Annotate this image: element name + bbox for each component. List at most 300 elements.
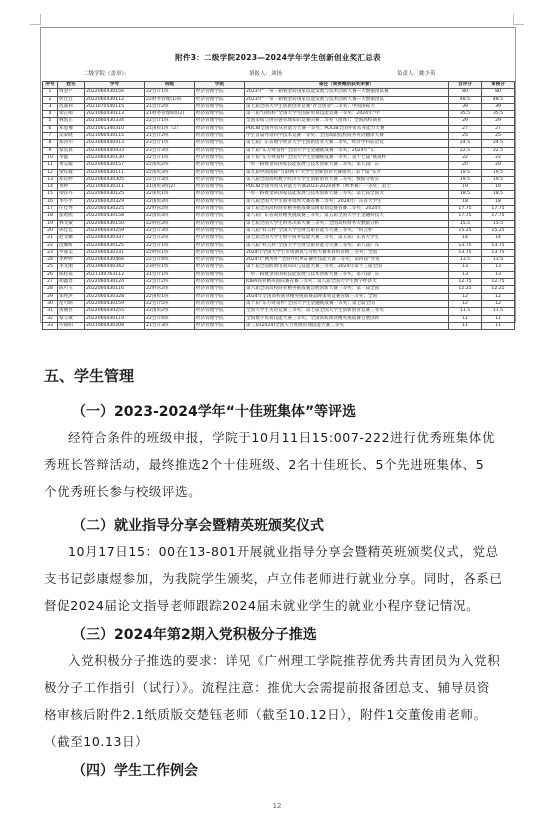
table-cell: 80 (449, 89, 482, 96)
table-row (43, 96, 515, 103)
table-cell: 经济管理学院 (195, 242, 245, 249)
paragraph-line: 个优秀班长参与校级评选。 (44, 484, 202, 499)
table-cell: 梁钰璇 (58, 169, 85, 176)
table-cell: 2021060430115 (85, 133, 145, 140)
table-cell: 11 (449, 315, 482, 322)
table-header-cell: 备注（简要概括获奖荣誉） (245, 82, 449, 89)
table-cell: 30 (43, 300, 58, 307)
table-cell: 29 (43, 293, 58, 300)
table-cell: 经济管理学院 (195, 220, 245, 227)
table-cell: 23会计1班 (145, 140, 195, 147)
table-row (43, 162, 515, 169)
table-cell: 2022060430225 (85, 206, 145, 213)
table-cell: 经济管理学院 (195, 96, 245, 103)
table-cell: 邓思豫 (58, 125, 85, 132)
table-cell: 经济管理学院 (195, 213, 245, 220)
table-cell: 吴泰晓 (58, 133, 85, 140)
table-cell: 14 (43, 184, 58, 191)
table-cell: 2022060430158 (85, 213, 145, 220)
paragraph-line: 秀班长答辩活动，最终推选2个十佳班级、2名十佳班长、5个先进班集体、5 (44, 457, 485, 472)
table-cell: 经济管理学院 (195, 184, 245, 191)
table-cell: 39 (449, 103, 482, 110)
paragraph (44, 424, 514, 505)
table-cell: 经济管理学院 (195, 235, 245, 242)
table-cell: 经济管理学院 (195, 111, 245, 118)
table-cell: 19.5 (449, 169, 482, 176)
table-cell: 23 (43, 249, 58, 256)
table-cell: 第七届全国大学生数字商务技能大赛三等奖；第五届广东省大学生 (245, 235, 449, 242)
table-cell: 12.25 (449, 286, 482, 293)
table-cell: 13 (449, 264, 482, 271)
table-cell: 第九届中国国际“互联网+”大学生创新创业大赛银奖；第十届“东方 (245, 169, 449, 176)
table-cell: 经济管理学院 (195, 271, 245, 278)
table-cell: 48.5 (449, 96, 482, 103)
table-cell: 许锦阳 (58, 322, 85, 329)
table-cell: 2022060430159 (85, 300, 145, 307)
table-cell: 19.5 (449, 176, 482, 183)
table-cell: 2022060430130 (85, 154, 145, 161)
table-cell: 26 (43, 271, 58, 278)
table-cell: 李小平 (58, 198, 85, 205)
paragraph (44, 538, 514, 619)
table-cell: 全国采购与供应链管理知识竞赛决赛二等奖（团体）；全国高校商业 (245, 118, 449, 125)
table-cell: 13 (482, 264, 515, 271)
table-cell: IOBA商业精英国际赛省赛三等奖；第八届全国大学生数字经济大 (245, 279, 449, 286)
table-cell: 25 (43, 264, 58, 271)
table-cell: 赵文姗 (58, 235, 85, 242)
table-cell: 第十届全国高校商业精英挑战赛品牌策划竞赛省赛二等奖；2024年 (245, 206, 449, 213)
paragraph-line: 极分子工作指引（试行）》。流程注意：推优大会需提前报备团总支、辅导员资 (44, 680, 491, 695)
table-cell: 22.5 (482, 147, 515, 154)
table-cell: 13 (43, 176, 58, 183)
table-cell: 经济管理学院 (195, 264, 245, 271)
table-cell: 22会计5班 (145, 300, 195, 307)
table-row (43, 103, 515, 110)
table-header-cell: 学院 (195, 82, 245, 89)
table-cell: 李文丽 (58, 264, 85, 271)
table-cell: 13.75 (482, 242, 515, 249)
table-row (43, 227, 515, 234)
table-cell: 35.5 (482, 111, 515, 118)
table-row (43, 140, 515, 147)
table-cell: 经济管理学院 (195, 300, 245, 307)
table-cell: 22会计1班 (145, 118, 195, 125)
table-body (43, 89, 515, 330)
table-cell: 经济管理学院 (195, 162, 245, 169)
paragraph-line: 支书记彭康煜参加，为我院学生颁奖，卢立伟老师进行就业分享。同时，各系已 (44, 571, 503, 586)
table-cell: 17.75 (449, 213, 482, 220)
table-cell: 13.5 (449, 257, 482, 264)
table-cell: 48.5 (482, 96, 515, 103)
table-cell: 第八届全国高校数字经济大学生创新创业大赛二等奖；数据分析实 (245, 176, 449, 183)
table-cell: 12 (449, 300, 482, 307)
table-cell: 经济管理学院 (195, 140, 245, 147)
table-row (43, 198, 515, 205)
table-cell: 1 (43, 89, 58, 96)
table-cell: 13.75 (449, 242, 482, 249)
table-cell: 2021060430334 (85, 118, 145, 125)
table-cell: 22会计2班 (145, 279, 195, 286)
table-cell: 经济管理学院 (195, 315, 245, 322)
embedded-award-table-image (40, 27, 516, 328)
table-cell: 第八届“科云杯”全国大学生财会职业能力大赛三等奖；“科云杯 (245, 227, 449, 234)
table-header-cell: 审核分 (482, 82, 515, 89)
table-cell: 32 (43, 315, 58, 322)
table-cell: 22会计1班 (145, 242, 195, 249)
table-cell: 11 (449, 322, 482, 329)
table-cell: 学生首届外语科学技术竞赛一等奖；全国高职院校商务英语翻译大赛 (245, 133, 449, 140)
table-cell: 2021070540115 (85, 103, 145, 110)
table-cell: 经济管理学院 (195, 169, 245, 176)
table-cell: 第八届全国大学生商务谈判大赛省赛二等奖；2024年广东省大学生 (245, 198, 449, 205)
table-cell: 19 (482, 184, 515, 191)
table-cell: 19 (449, 184, 482, 191)
table-cell: 24.5 (482, 140, 515, 147)
table-cell: 2022060430255 (85, 308, 145, 315)
table-cell: 7 (43, 133, 58, 140)
table-cell: 15.5 (449, 220, 482, 227)
table-cell: 22.5 (449, 147, 482, 154)
award-table (42, 81, 515, 330)
leader-label: 负责人：姚少英 (397, 71, 436, 77)
table-cell: 12 (482, 293, 515, 300)
table-cell: 22会计3班 (145, 176, 195, 183)
table-cell: 梁钰丹 (58, 191, 85, 198)
table-cell: 22财管1班 (145, 249, 195, 256)
paragraph-line: 经符合条件的班级申报，学院于10月11日15:007-222进行优秀班集体优 (68, 430, 495, 445)
table-cell: 第八届“科云杯”全国大学生财会职业能力大赛三等奖；第八届广东 (245, 242, 449, 249)
table-cell: 冼嘉莉 (58, 103, 85, 110)
table-cell: 2021060430208 (85, 322, 145, 329)
subsection-heading: （四）学生工作例会 (72, 763, 198, 779)
table-cell: 27 (482, 125, 515, 132)
paragraph-line: 10月17日15：00在13-801开展就业指导分享会暨精英班颁奖仪式，党总 (68, 544, 499, 559)
table-cell: 15.25 (449, 227, 482, 234)
table-cell: 第一届“国贸杯”全国大学生国际贸易技能竞赛一等奖；2024年“中 (245, 111, 449, 118)
table-cell: 2023年“一带一路暨金砖国家技能发展与技术创新大赛—大数据团队 (245, 96, 449, 103)
table-header-cell: 姓名 (58, 82, 85, 89)
table-cell: 经济管理学院 (195, 206, 245, 213)
table-cell: 12 (449, 293, 482, 300)
table-cell: 经济管理学院 (195, 176, 245, 183)
table-cell: 22会计2班 (145, 235, 195, 242)
table-cell: 陈可玉 (58, 286, 85, 293)
table-cell: 一带一路暨金砖国家技能发展与技术创新大赛三等奖；第六届广东 (245, 271, 449, 278)
table-cell: 16 (43, 198, 58, 205)
table-cell: 22会计1班 (145, 154, 195, 161)
table-cell: 第六届全国高校商业精英挑战赛会展创新大赛三等奖；第一届全国 (245, 286, 449, 293)
table-cell: 经济管理学院 (195, 118, 245, 125)
table-header-row (43, 82, 515, 89)
table-cell: 2024年全国大学生市场调查与分析大赛本科组省级三等奖；全国 (245, 249, 449, 256)
table-cell: 2021061340310 (85, 125, 145, 132)
table-cell: 胡鑫容 (58, 279, 85, 286)
table-cell: 2021060430311 (85, 184, 145, 191)
table-cell: 经济管理学院 (195, 227, 245, 234)
table-cell: 12 (482, 300, 515, 307)
table-cell: 3 (43, 103, 58, 110)
table-cell: 31 (43, 308, 58, 315)
table-cell: 2023060440433 (85, 147, 145, 154)
table-row (43, 133, 515, 140)
table-cell: 17.75 (449, 206, 482, 213)
table-cell: 一带一路暨金砖国家技能发展与技术创新大赛二等奖；第九届广东 (245, 162, 449, 169)
table-cell: 22财管2班 (145, 286, 195, 293)
table-cell: 经济管理学院 (195, 133, 245, 140)
table-cell: 21会计1班 (145, 271, 195, 278)
table-cell: 2022060430337 (85, 235, 145, 242)
table-cell: 22国贸1班 (145, 293, 195, 300)
table-cell: 22 (449, 154, 482, 161)
table-cell: 第三届(2024)全国人力资源管理技能大赛三等奖 (245, 322, 449, 329)
table-cell: 13.75 (482, 249, 515, 256)
table-row (43, 220, 515, 227)
table-cell: 39 (482, 103, 515, 110)
table-row (43, 242, 515, 249)
table-cell: 20 (43, 227, 58, 234)
table-cell: 22财管2班 (145, 206, 195, 213)
paragraph-line: 入党积极分子推选的要求：详见《广州理工学院推荐优秀共青团员为入党积 (68, 653, 501, 668)
table-cell: 17.75 (482, 206, 515, 213)
page-number: 12 (272, 802, 282, 810)
table-cell: 2022060430466 (85, 257, 145, 264)
table-cell: 24.5 (449, 140, 482, 147)
table-cell: 15.25 (482, 227, 515, 234)
table-row (43, 264, 515, 271)
table-cell: 周金卢 (58, 89, 85, 96)
table-row (43, 176, 515, 183)
table-cell: 第七届全国大学生财务决策大赛三等奖；全国高校财务大数据分析 (245, 220, 449, 227)
table-cell: 22会计4班 (145, 257, 195, 264)
table-cell: 21会计3班 (145, 322, 195, 329)
table-row (43, 271, 515, 278)
table-cell: 李鑫 (58, 154, 85, 161)
table-cell: 范可晴 (58, 300, 85, 307)
table-cell: 8 (43, 140, 58, 147)
table-cell: 黄婷 (58, 184, 85, 191)
table-cell: 22国贸2班 (145, 162, 195, 169)
table-row (43, 125, 515, 132)
table-cell: 孙佳佳 (58, 227, 85, 234)
table-cell: 22国贸3班 (145, 198, 195, 205)
table-row (43, 286, 515, 293)
table-cell: 21财务管理6班(2) (145, 111, 195, 118)
table-cell: 17.75 (482, 213, 515, 220)
table-cell: 11.5 (482, 308, 515, 315)
table-cell: 经济管理学院 (195, 322, 245, 329)
table-cell: 梁芷晴 (58, 111, 85, 118)
table-cell: 2022060430157 (85, 162, 145, 169)
table-header-cell: 序号 (43, 82, 58, 89)
filler-label: 填报人：刘扬 (249, 71, 283, 77)
table-cell: 黄丽君 (58, 308, 85, 315)
table-cell: 沈佩妍 (58, 242, 85, 249)
table-cell: 17 (43, 206, 58, 213)
table-cell: 2022060430156 (85, 89, 145, 96)
table-cell: 14 (449, 235, 482, 242)
table-row (43, 322, 515, 329)
table-cell: 经济管理学院 (195, 293, 245, 300)
table-cell: 2022060430305 (85, 176, 145, 183)
table-cell: 6 (43, 125, 58, 132)
table-row (43, 213, 515, 220)
table-cell: 第七届广东省数字经济大学生创新创业大赛二等奖，经济学科前沿竞 (245, 140, 449, 147)
table-row (43, 191, 515, 198)
table-cell: 11 (482, 315, 515, 322)
table-row (43, 315, 515, 322)
table-row (43, 293, 515, 300)
table-row (43, 184, 515, 191)
table-cell: 第十届“东方财富杯”全国大学生金融挑战赛一等奖；第十七届“挑战杯 (245, 154, 449, 161)
table-cell: 经济管理学院 (195, 89, 245, 96)
table-cell: 一带一路暨金砖国家技能发展与技术创新大赛三等奖；第七届全国大 (245, 191, 449, 198)
table-cell: 2021060430113 (85, 111, 145, 118)
table-cell: 经济管理学院 (195, 286, 245, 293)
table-cell: 11 (43, 162, 58, 169)
table-cell: 13.75 (449, 249, 482, 256)
table-cell: 2022060430125 (85, 191, 145, 198)
table-cell: 35.5 (449, 111, 482, 118)
table-cell: 经济管理学院 (195, 308, 245, 315)
table-cell: 第八届广东省商业精英挑战赛三等奖；第五届全国大学生金融科技大 (245, 213, 449, 220)
table-cell: 何佳宜 (58, 96, 85, 103)
college-label: 二级学院（盖章）： (83, 71, 130, 77)
table-cell: 5 (43, 118, 58, 125)
table-row (43, 279, 515, 286)
table-cell: 经济管理学院 (195, 191, 245, 198)
table-cell: 22国贸3班 (145, 169, 195, 176)
table-cell: 12 (43, 169, 58, 176)
table-cell: 2022060430119 (85, 315, 145, 322)
page-corner-mark (30, 14, 41, 25)
table-cell: 2022060430124 (85, 279, 145, 286)
table-cell: 18 (43, 213, 58, 220)
table-cell: 22财管3班 (145, 220, 195, 227)
table-cell: 22国贸2班 (145, 308, 195, 315)
table-cell: 28 (43, 286, 58, 293)
table-cell: 2022060430231 (85, 249, 145, 256)
table-cell: 林凯正 (58, 118, 85, 125)
table-row (43, 147, 515, 154)
paragraph-line: 督促2024届论文指导老师跟踪2024届未就业学生的就业小程序登记情况。 (44, 598, 480, 613)
table-cell: POCIB全国外贸从业能力大赛2023-2024赛季（秋季赛）一等奖；第七 (245, 184, 449, 191)
table-row (43, 206, 515, 213)
table-cell: 12.75 (482, 279, 515, 286)
table-cell: 21国贸1班（2） (145, 125, 195, 132)
table-cell: 25 (449, 133, 482, 140)
table-cell: 20 (482, 162, 515, 169)
table-cell: 2023年“一带一路暨金砖国家技能发展与技术创新大赛—大数据团队赛 (245, 89, 449, 96)
table-cell: 10 (43, 154, 58, 161)
table-cell: 27 (43, 279, 58, 286)
table-cell: 庄佳秀 (58, 206, 85, 213)
table-cell: 21国贸3班(2) (145, 184, 195, 191)
table-cell: 经济管理学院 (195, 257, 245, 264)
table-cell: 经济管理学院 (195, 147, 245, 154)
table-cell: 11 (482, 322, 515, 329)
table-cell: 经济管理学院 (195, 279, 245, 286)
table-row (43, 257, 515, 264)
table-cell: 2024年全国高校商业精英挑战赛品牌策划竞赛省级三等奖；全国 (245, 293, 449, 300)
table-cell: 18.5 (449, 191, 482, 198)
table-cell: 经济管理学院 (195, 103, 245, 110)
table-cell: 14 (482, 235, 515, 242)
table-cell: 郑纯洪 (58, 293, 85, 300)
table-cell: 22会计3班 (145, 227, 195, 234)
table-cell: 经济管理学院 (195, 249, 245, 256)
table-header-cell: 学号 (85, 82, 145, 89)
table-cell: 全国数字贸易技能大赛三等奖；全国高校商业精英挑战赛会展创新 (245, 315, 449, 322)
table-cell: 19.5 (482, 169, 515, 176)
table-row (43, 169, 515, 176)
table-cell: 21会计2班 (145, 133, 195, 140)
table-cell: 13 (449, 271, 482, 278)
table-cell: 22财务管理(1)班 (145, 96, 195, 103)
table-cell: 27 (449, 125, 482, 132)
table-cell: 2022060420329 (85, 198, 145, 205)
table-cell: 经济管理学院 (195, 125, 245, 132)
table-cell: 19.5 (482, 176, 515, 183)
table-cell: 第七届全国大学生创新创业竞赛“社会创业”二等奖；中国国际大 (245, 103, 449, 110)
table-row (43, 235, 515, 242)
table-cell: 22 (482, 154, 515, 161)
table-cell: 2024年“精英杯”全国外贸单证操作技能大赛三等奖；第四届“外贸 (245, 257, 449, 264)
paragraph-line: （截至10.13日） (44, 734, 149, 749)
table-cell: POCIB全国外贸从业能力大赛一等奖；POCIB全国外贸从业能力大赛 (245, 125, 449, 132)
table-cell: 19 (43, 220, 58, 227)
table-cell: 2 (43, 96, 58, 103)
table-cell: 黎玉敏 (58, 315, 85, 322)
table-cell: 25 (482, 133, 515, 140)
table-cell: 4 (43, 111, 58, 118)
table-cell: 第十届“东方财富杯”全国大学生金融挑战赛一等奖；第七届全国 (245, 300, 449, 307)
table-cell: 15.5 (482, 220, 515, 227)
table-cell: 2022060430116 (85, 286, 145, 293)
table-cell: 2021140763112 (85, 271, 145, 278)
table-cell: 22国贸1班 (145, 191, 195, 198)
table-cell: 20 (449, 162, 482, 169)
table-cell: 11.5 (449, 308, 482, 315)
table-cell: 2022060430125 (85, 242, 145, 249)
table-cell: 22 (43, 242, 58, 249)
section-heading: 五、学生管理 (44, 367, 135, 385)
table-cell: 林文敏 (58, 220, 85, 227)
table-row (43, 111, 515, 118)
table-cell: 罗嘉美 (58, 249, 85, 256)
table-cell: 经济管理学院 (195, 154, 245, 161)
paragraph (44, 647, 514, 755)
table-cell: 黄志媛 (58, 162, 85, 169)
table-row (43, 89, 515, 96)
table-cell: 22会计4班 (145, 315, 195, 322)
table-cell: 18 (482, 198, 515, 205)
table-row (43, 154, 515, 161)
table-cell: 21会计2班 (145, 103, 195, 110)
table-cell: 2022060430328 (85, 293, 145, 300)
table-cell: 12.25 (482, 286, 515, 293)
table-cell: 黎奕晨 (58, 147, 85, 154)
table-cell: 15 (43, 191, 58, 198)
table-cell: 23会计3班 (145, 147, 195, 154)
table-cell: 21 (43, 235, 58, 242)
table-cell: 24 (43, 257, 58, 264)
table-cell: 80 (482, 89, 515, 96)
table-cell: 李婷婷 (58, 257, 85, 264)
table-cell: 12.75 (449, 279, 482, 286)
table-cell: 18.5 (482, 191, 515, 198)
table-cell: 29 (449, 118, 482, 125)
table-cell: 23财管1班 (145, 264, 195, 271)
